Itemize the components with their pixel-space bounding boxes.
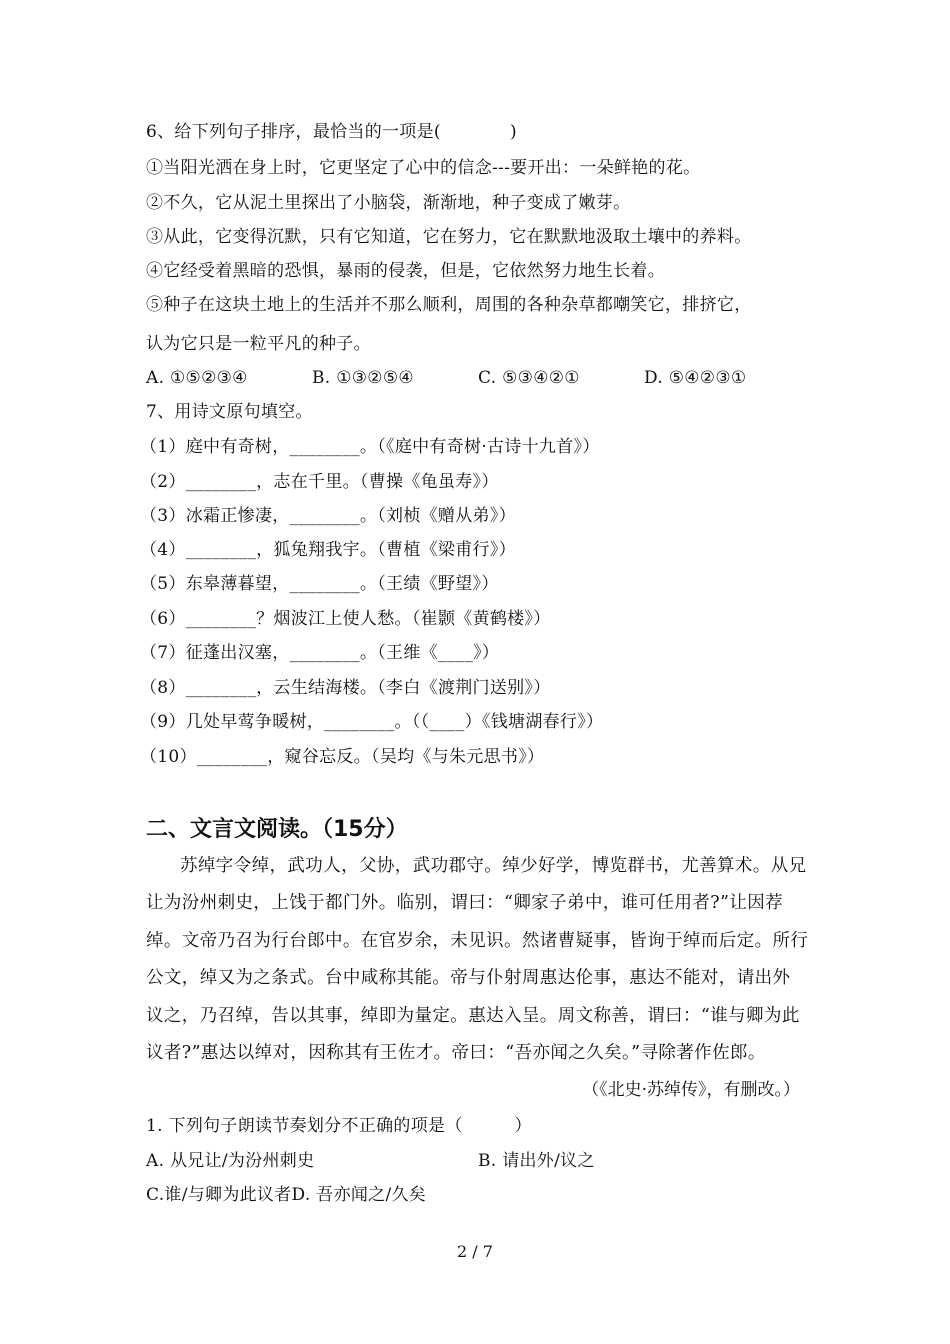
q1-option-a: A. 从兄让/为汾州刺史 [146, 1151, 315, 1171]
q7-item-1: （1）庭中有奇树，________。（《庭中有奇树·古诗十九首》） [140, 437, 600, 457]
q6-option-c: C. ⑤③④②① [478, 368, 580, 388]
passage-line-5: 议之，乃召绰，告以其事，绰即为量定。惠达入呈。周文称善，谓曰：“谁与卿为此 [146, 1006, 800, 1026]
q7-item-9: （9）几处早莺争暖树，________。（（____）《钱塘湖春行》） [140, 712, 604, 732]
q6-options [146, 367, 746, 389]
q6-stem: 6、给下列句子排序，最恰当的一项是( ) [146, 122, 517, 142]
q1-options-ab [146, 1150, 595, 1172]
passage-line-3: 绰。文帝乃召为行台郎中。在官岁余，未见识。然诸曹疑事，皆询于绰而后定。所行 [146, 931, 809, 951]
q6-sentence-4: ④它经受着黑暗的恐惧，暴雨的侵袭，但是，它依然努力地生长着。 [146, 261, 665, 281]
q6-option-b: B. ①③②⑤④ [312, 368, 414, 388]
q7-item-10: （10）________，窥谷忘反。（吴均《与朱元思书》） [140, 747, 545, 767]
q7-item-2: （2）________，志在千里。（曹操《龟虽寿》） [140, 472, 499, 492]
passage-line-1: 苏绰字令绰，武功人，父协，武功郡守。绰少好学，博览群书，尤善算术。从兄 [180, 856, 807, 876]
q1-option-b: B. 请出外/议之 [478, 1151, 595, 1171]
q7-item-8: （8）________，云生结海楼。（李白《渡荆门送别》） [140, 678, 551, 698]
q7-item-7: （7）征蓬出汉塞，________。（王维《____》） [140, 643, 500, 663]
passage-line-2: 让为汾州刺史，上饯于都门外。临别，谓曰：“卿家子弟中，谁可任用者?”让因荐 [146, 893, 784, 913]
q6-sentence-5: ⑤种子在这块土地上的生活并不那么顺利，周围的各种杂草都嘲笑它，排挤它， [146, 295, 752, 315]
q6-option-d: D. ⑤④②③① [644, 368, 747, 388]
q7-stem: 7、用诗文原句填空。 [146, 402, 313, 422]
q6-option-a: A. ①⑤②③④ [146, 368, 248, 388]
section-heading: 二、文言文阅读。（15分） [146, 817, 408, 842]
page-number: 2 / 7 [457, 1242, 493, 1261]
passage-line-4: 公文，绰又为之条式。台中咸称其能。帝与仆射周惠达伦事，惠达不能对，请出外 [146, 968, 791, 988]
passage-line-6: 议者?”惠达以绰对，因称其有王佐才。帝曰：“吾亦闻之久矣。”寻除著作佐郎。 [146, 1043, 766, 1063]
q7-item-6: （6）________？烟波江上使人愁。（崔颢《黄鹤楼》） [140, 609, 551, 629]
passage-source: （《北史·苏绰传》，有删改。） [582, 1080, 800, 1100]
q7-item-5: （5）东皋薄暮望，________。（王绩《野望》） [140, 574, 499, 594]
q6-sentence-2: ②不久，它从泥土里探出了小脑袋，渐渐地，种子变成了嫩芽。 [146, 193, 631, 213]
q6-sentence-3: ③从此，它变得沉默，只有它知道，它在努力，它在默默地汲取土壤中的养料。 [146, 227, 752, 247]
q6-sentence-5-cont: 认为它只是一粒平凡的种子。 [146, 334, 371, 354]
q6-sentence-1: ①当阳光洒在身上时，它更坚定了心中的信念---要开出：一朵鲜艳的花。 [146, 158, 701, 178]
q1-stem: 1. 下列句子朗读节奏划分不正确的项是（ ） [146, 1116, 532, 1136]
q7-item-4: （4）________，狐兔翔我宇。（曹植《梁甫行》） [140, 540, 516, 560]
q1-options-cd: C.谁/与卿为此议者D. 吾亦闻之/久矣 [146, 1185, 427, 1205]
q7-item-3: （3）冰霜正惨凄，________。（刘桢《赠从弟》） [140, 506, 516, 526]
